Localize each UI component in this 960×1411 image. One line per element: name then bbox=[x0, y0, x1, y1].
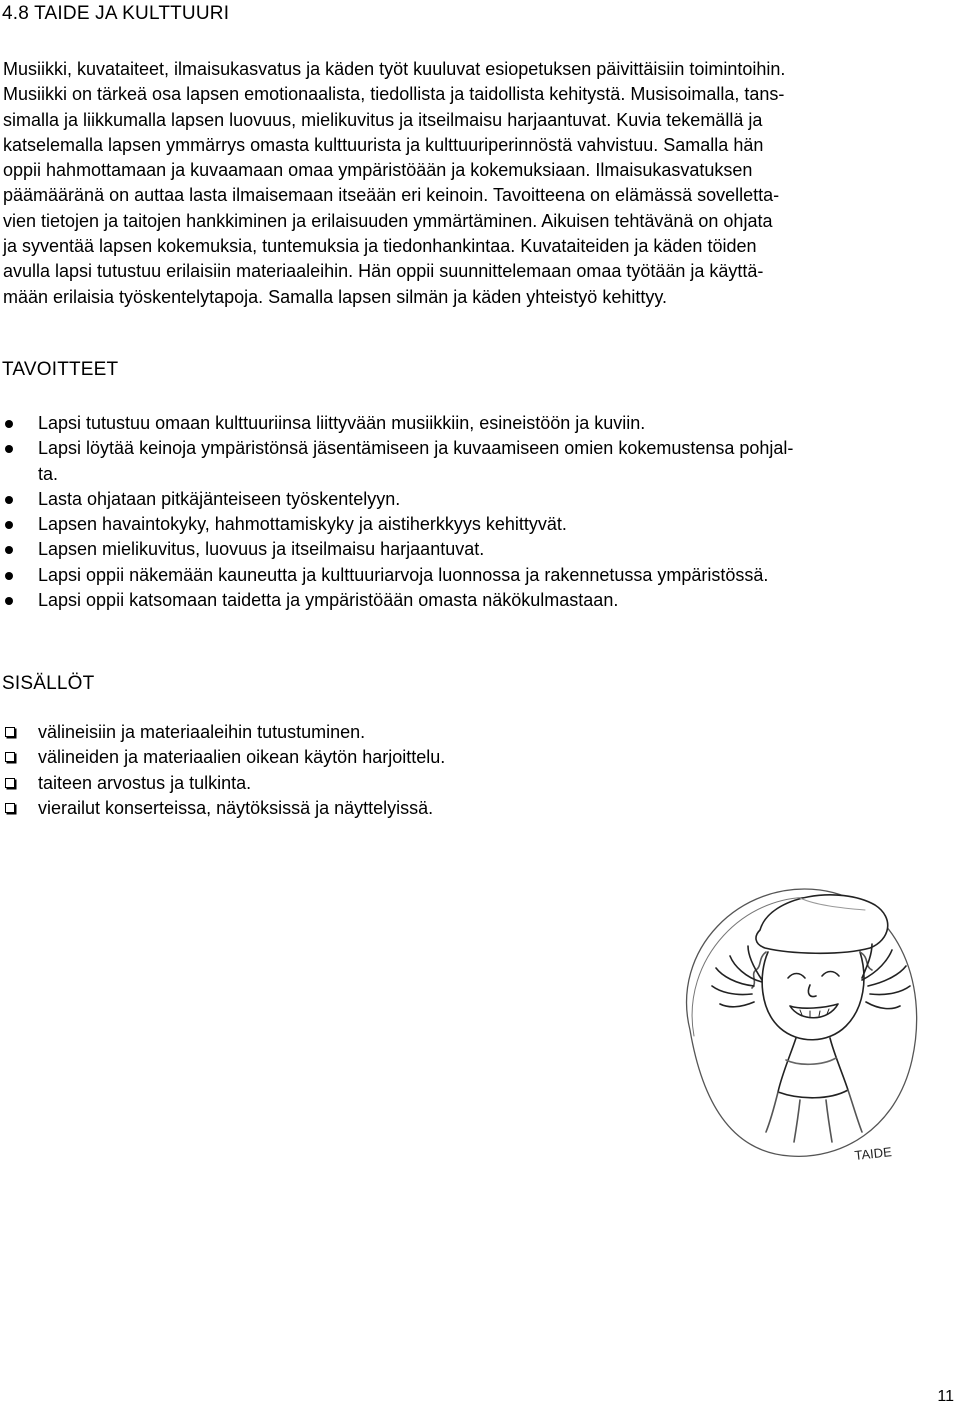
list-item bbox=[0, 588, 960, 613]
list-item bbox=[0, 745, 960, 770]
paragraph-line: Musiikki, kuvataiteet, ilmaisukasvatus ja käden työt kuuluvat esiopetuksen päivittäisiin toimintoihin. bbox=[3, 59, 786, 79]
list-item-text: Lapsi löytää keinoja ympäristönsä jäsentämiseen ja kuvaamiseen omien kokemustensa pohjal- bbox=[38, 438, 794, 459]
page-number: 11 bbox=[937, 1388, 954, 1405]
paragraph-line: päämääränä on auttaa lasta ilmaisemaan itseään eri keinoin. Tavoitteena on elämässä sovelletta- bbox=[3, 185, 780, 206]
list-item bbox=[0, 537, 960, 562]
list-item-text: Lapsi tutustuu omaan kulttuuriinsa liittyvään musiikkiin, esineistöön ja kuviin. bbox=[38, 413, 646, 433]
paragraph-line: vien tietojen ja taitojen hankkiminen ja erilaisuuden ymmärtäminen. Aikuisen tehtävänä on ohjata bbox=[3, 210, 773, 231]
list-item-text: vierailut konserteissa, näytöksissä ja näyttelyissä. bbox=[38, 797, 434, 818]
goals-list bbox=[0, 411, 960, 613]
list-item bbox=[0, 771, 960, 796]
list-item-text: välineiden ja materiaalien oikean käytön harjoittelu. bbox=[38, 747, 446, 768]
section-title: 4.8 TAIDE JA KULTTUURI bbox=[2, 3, 230, 24]
contents-list bbox=[0, 720, 960, 821]
list-item-text: Lapsen havaintokyky, hahmottamiskyky ja aistiherkkyys kehittyvät. bbox=[38, 514, 567, 535]
list-item-text: Lapsi oppii katsomaan taidetta ja ympäristöään omasta näkökulmastaan. bbox=[38, 590, 619, 611]
intro-paragraph bbox=[3, 57, 955, 310]
bullet-icon bbox=[5, 597, 13, 605]
list-item bbox=[0, 720, 960, 745]
list-item-text: taiteen arvostus ja tulkinta. bbox=[38, 772, 252, 793]
list-item bbox=[0, 487, 960, 512]
goals-heading: TAVOITTEET bbox=[2, 359, 119, 380]
child-drawing-icon bbox=[650, 860, 950, 1180]
bullet-icon bbox=[5, 546, 13, 554]
paragraph-line: ja syventää lapsen kokemuksia, tuntemuksia ja tiedonhankintaa. Kuvataiteiden ja käden töiden bbox=[3, 236, 757, 257]
checkbox-bullet-icon bbox=[5, 727, 15, 737]
paragraph-line: oppii hahmottamaan ja kuvaamaan omaa ympäristöään ja kokemuksiaan. Ilmaisukasvatuksen bbox=[3, 160, 753, 181]
bullet-icon bbox=[5, 572, 13, 580]
list-item-text: Lapsen mielikuvitus, luovuus ja itseilmaisu harjaantuvat. bbox=[38, 539, 485, 560]
list-item bbox=[0, 411, 960, 436]
bullet-icon bbox=[5, 445, 13, 453]
list-item bbox=[0, 796, 960, 821]
checkbox-bullet-icon bbox=[5, 803, 15, 813]
list-item-text: välineisiin ja materiaaleihin tutustuminen. bbox=[38, 722, 366, 742]
paragraph-line: simalla ja liikkumalla lapsen luovuus, mielikuvitus ja itseilmaisu harjaantuvat. Kuvia tekemällä ja bbox=[3, 109, 763, 130]
list-item-text: Lapsi oppii näkemään kauneutta ja kulttuuriarvoja luonnossa ja rakennetussa ympäristössä. bbox=[38, 564, 769, 585]
paragraph-line: avulla lapsi tutustuu erilaisiin materiaaleihin. Hän oppii suunnittelemaan omaa työtään ja käyttä- bbox=[3, 261, 764, 282]
paragraph-line: Musiikki on tärkeä osa lapsen emotionaalista, tiedollista ja taidollista kehitystä. Musisoimalla, tans- bbox=[3, 84, 785, 105]
paragraph-line: katselemalla lapsen ymmärrys omasta kulttuurista ja kulttuuriperinnöstä vahvistuu. Samalla hän bbox=[3, 134, 764, 155]
bullet-icon bbox=[5, 420, 13, 428]
list-item-text: Lasta ohjataan pitkäjänteiseen työskentelyyn. bbox=[38, 488, 401, 509]
list-item bbox=[0, 512, 960, 537]
list-item-continuation: ta. bbox=[38, 463, 59, 484]
bullet-icon bbox=[5, 496, 13, 504]
checkbox-bullet-icon bbox=[5, 752, 15, 762]
bullet-icon bbox=[5, 521, 13, 529]
paragraph-line: mään erilaisia työskentelytapoja. Samalla lapsen silmän ja käden yhteistyö kehittyy. bbox=[3, 286, 668, 307]
checkbox-bullet-icon bbox=[5, 778, 15, 788]
contents-heading: SISÄLLÖT bbox=[2, 673, 95, 694]
list-item bbox=[0, 563, 960, 588]
list-item bbox=[0, 436, 960, 487]
signature-text: TAIDE bbox=[853, 1144, 893, 1163]
